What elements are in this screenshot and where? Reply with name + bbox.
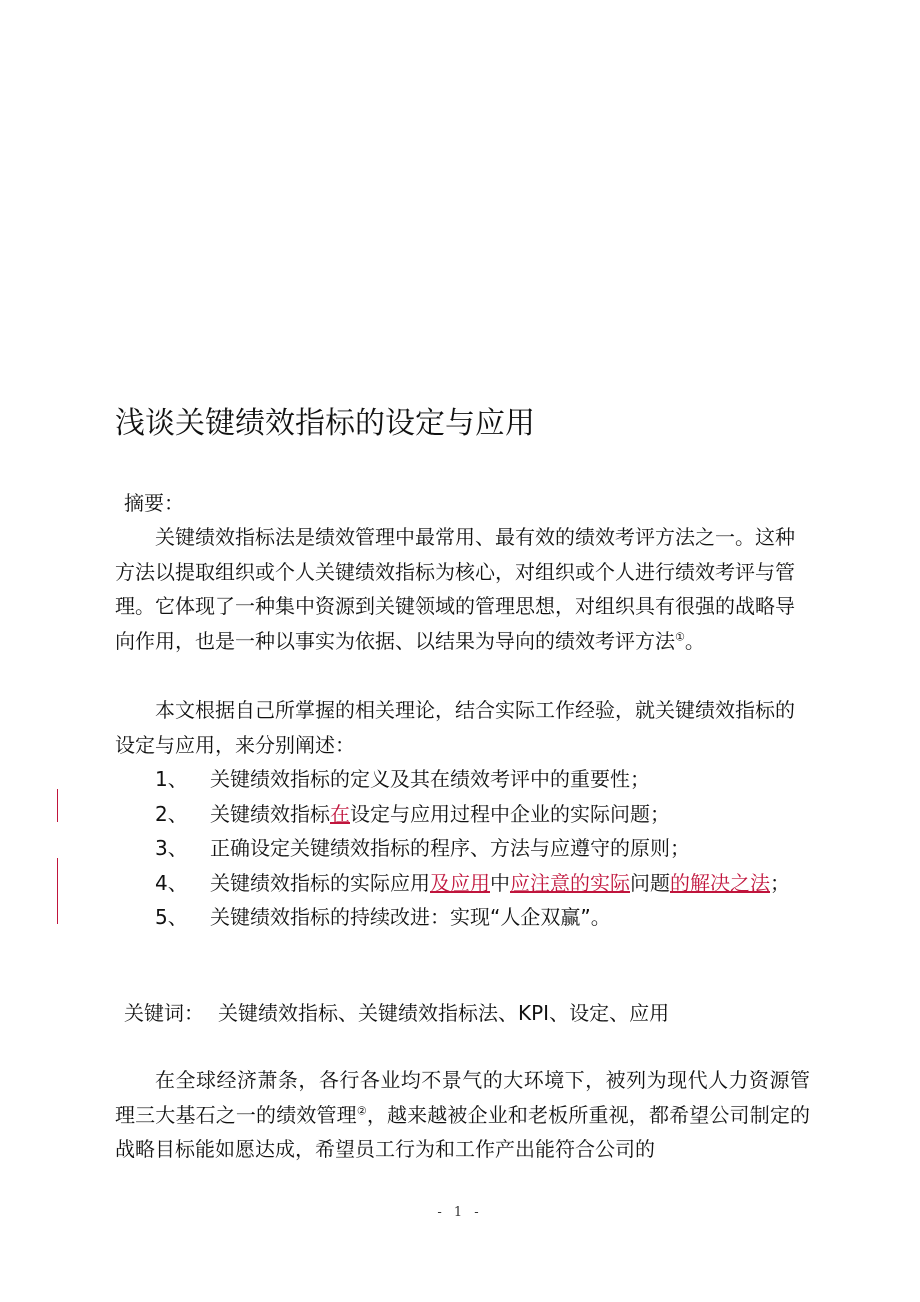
list-text: 问题 <box>630 870 670 895</box>
footnote-ref-2[interactable]: ② <box>356 1103 367 1117</box>
tracked-insertion: 应注意的实际 <box>510 870 630 895</box>
body-text: ，越来越被企业和老板所重视，都希望公司制定的战略目标能如愿达成，希望员工行为和工作产出能符合公司的 <box>115 1102 810 1161</box>
tracked-insertion: 的解决之法 <box>670 870 770 895</box>
list-item <box>115 866 810 901</box>
abstract-end: 。 <box>684 628 705 653</box>
list-text: 关键绩效指标的持续改进：实现“人企双赢”。 <box>210 905 611 929</box>
revision-bar <box>57 858 58 924</box>
abstract-label: 摘要： <box>124 491 184 515</box>
list-text: 关键绩效指标 <box>210 801 330 826</box>
list-text: 中 <box>490 870 510 895</box>
list-number: 5、 <box>155 905 188 929</box>
body-text: 在全球经济萧条，各行各业均不景气的大环境下，被列为现代人力资源管理三大基石之一的绩效管理 <box>115 1068 810 1127</box>
keywords-line <box>124 997 814 1029</box>
footnote-ref-1[interactable]: ① <box>675 629 685 643</box>
body-paragraph <box>115 1063 810 1167</box>
abstract-paragraph-1 <box>115 520 810 658</box>
list-item <box>115 797 810 832</box>
keywords-text: 关键绩效指标、关键绩效指标法、KPI、设定、应用 <box>218 1001 670 1025</box>
outline-list <box>115 762 810 935</box>
list-number: 3、 <box>155 836 188 860</box>
list-number: 1、 <box>155 767 188 791</box>
document-title: 浅谈关键绩效指标的设定与应用 <box>115 406 535 441</box>
list-item <box>115 831 810 866</box>
tracked-insertion: 及应用 <box>430 870 490 895</box>
tracked-insertion: 在 <box>330 801 350 826</box>
list-text: 设定与应用过程中企业的实际问题； <box>350 801 670 826</box>
list-text: 关键绩效指标的定义及其在绩效考评中的重要性； <box>210 767 650 791</box>
abstract-text: 关键绩效指标法是绩效管理中最常用、最有效的绩效考评方法之一。这种方法以提取组织或个人关键绩效指标为核心，对组织或个人进行绩效考评与管理。它体现了一种集中资源到关键领域的管理思想，对组织具有很强的战略导向作用，也是一种以事实为依据、以结果为导向的绩效考评方法 <box>115 525 795 653</box>
page-number: - 1 - <box>437 1205 483 1220</box>
revision-bar <box>57 789 58 822</box>
list-text: ； <box>770 870 790 895</box>
abstract-paragraph-2: 本文根据自己所掌握的相关理论，结合实际工作经验，就关键绩效指标的设定与应用，来分别阐述： <box>115 698 795 757</box>
list-number: 2、 <box>155 801 188 826</box>
list-item <box>115 900 810 935</box>
list-text: 正确设定关键绩效指标的程序、方法与应遵守的原则； <box>210 836 690 860</box>
list-number: 4、 <box>155 870 188 895</box>
keywords-label: 关键词： <box>124 1001 204 1025</box>
list-item <box>115 762 810 797</box>
list-text: 关键绩效指标的实际应用 <box>210 870 430 895</box>
